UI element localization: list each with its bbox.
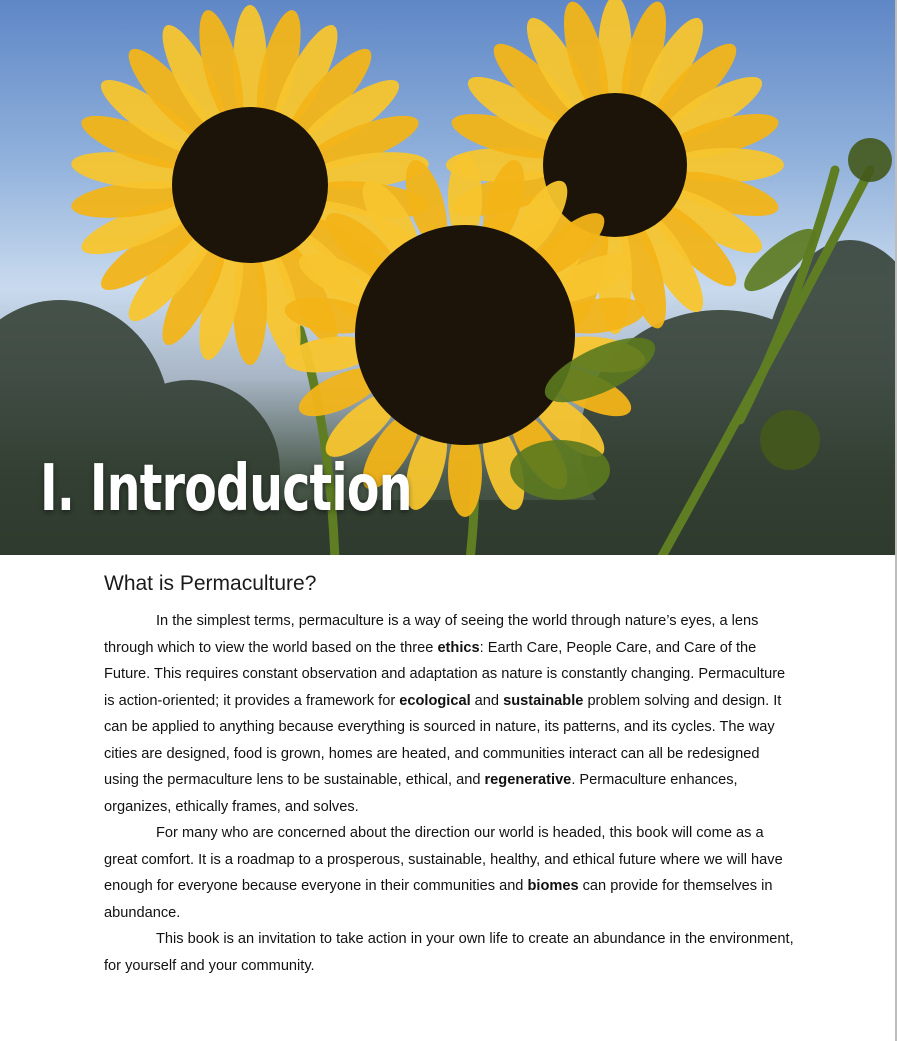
text-run: : Earth Care, People Care, and Care of the Future. This requires constant observation and adaptation as nature is constantly changing. Permaculture is action-oriented; it provides a framework for <box>104 639 786 709</box>
text-run: and <box>470 692 504 709</box>
flower-center <box>543 93 687 237</box>
section-heading: What is Permaculture? <box>104 572 317 595</box>
term-ethics: ethics <box>437 639 480 656</box>
text-run: problem solving and design. It can be applied to anything because everything is sourced in nature, its patterns, and its cycles. The way cities are designed, food is grown, homes are heated, and communities interact can all be redesigned using the permaculture lens to be sustainable, ethical, and <box>104 692 782 788</box>
main-content <box>104 572 794 979</box>
term-ecological: ecological <box>399 692 471 709</box>
text-run: This book is an invitation to take action in your own life to create an abundance in the environment, for yourself and your community. <box>104 931 794 974</box>
flower-center <box>172 107 328 263</box>
paragraph-1 <box>104 608 794 820</box>
paragraph-2 <box>104 820 794 926</box>
text-run: can provide for themselves in abundance. <box>104 878 773 921</box>
chapter-title: I. Introduction <box>40 452 412 526</box>
text-run: . Permaculture enhances, organizes, ethically frames, and solves. <box>104 772 738 815</box>
flower-center <box>355 225 575 445</box>
term-sustainable: sustainable <box>503 692 584 709</box>
text-run: For many who are concerned about the direction our world is headed, this book will come as a great comfort. It is a roadmap to a prosperous, sustainable, healthy, and ethical future where we will have enough for everyone because everyone in their communities and <box>104 825 783 894</box>
text-run: In the simplest terms, permaculture is a way of seeing the world through nature’s eyes, a lens through which to view the world based on the three <box>104 613 759 656</box>
term-regenerative: regenerative <box>484 772 572 788</box>
paragraph-3 <box>104 926 794 979</box>
term-biomes: biomes <box>527 878 579 894</box>
